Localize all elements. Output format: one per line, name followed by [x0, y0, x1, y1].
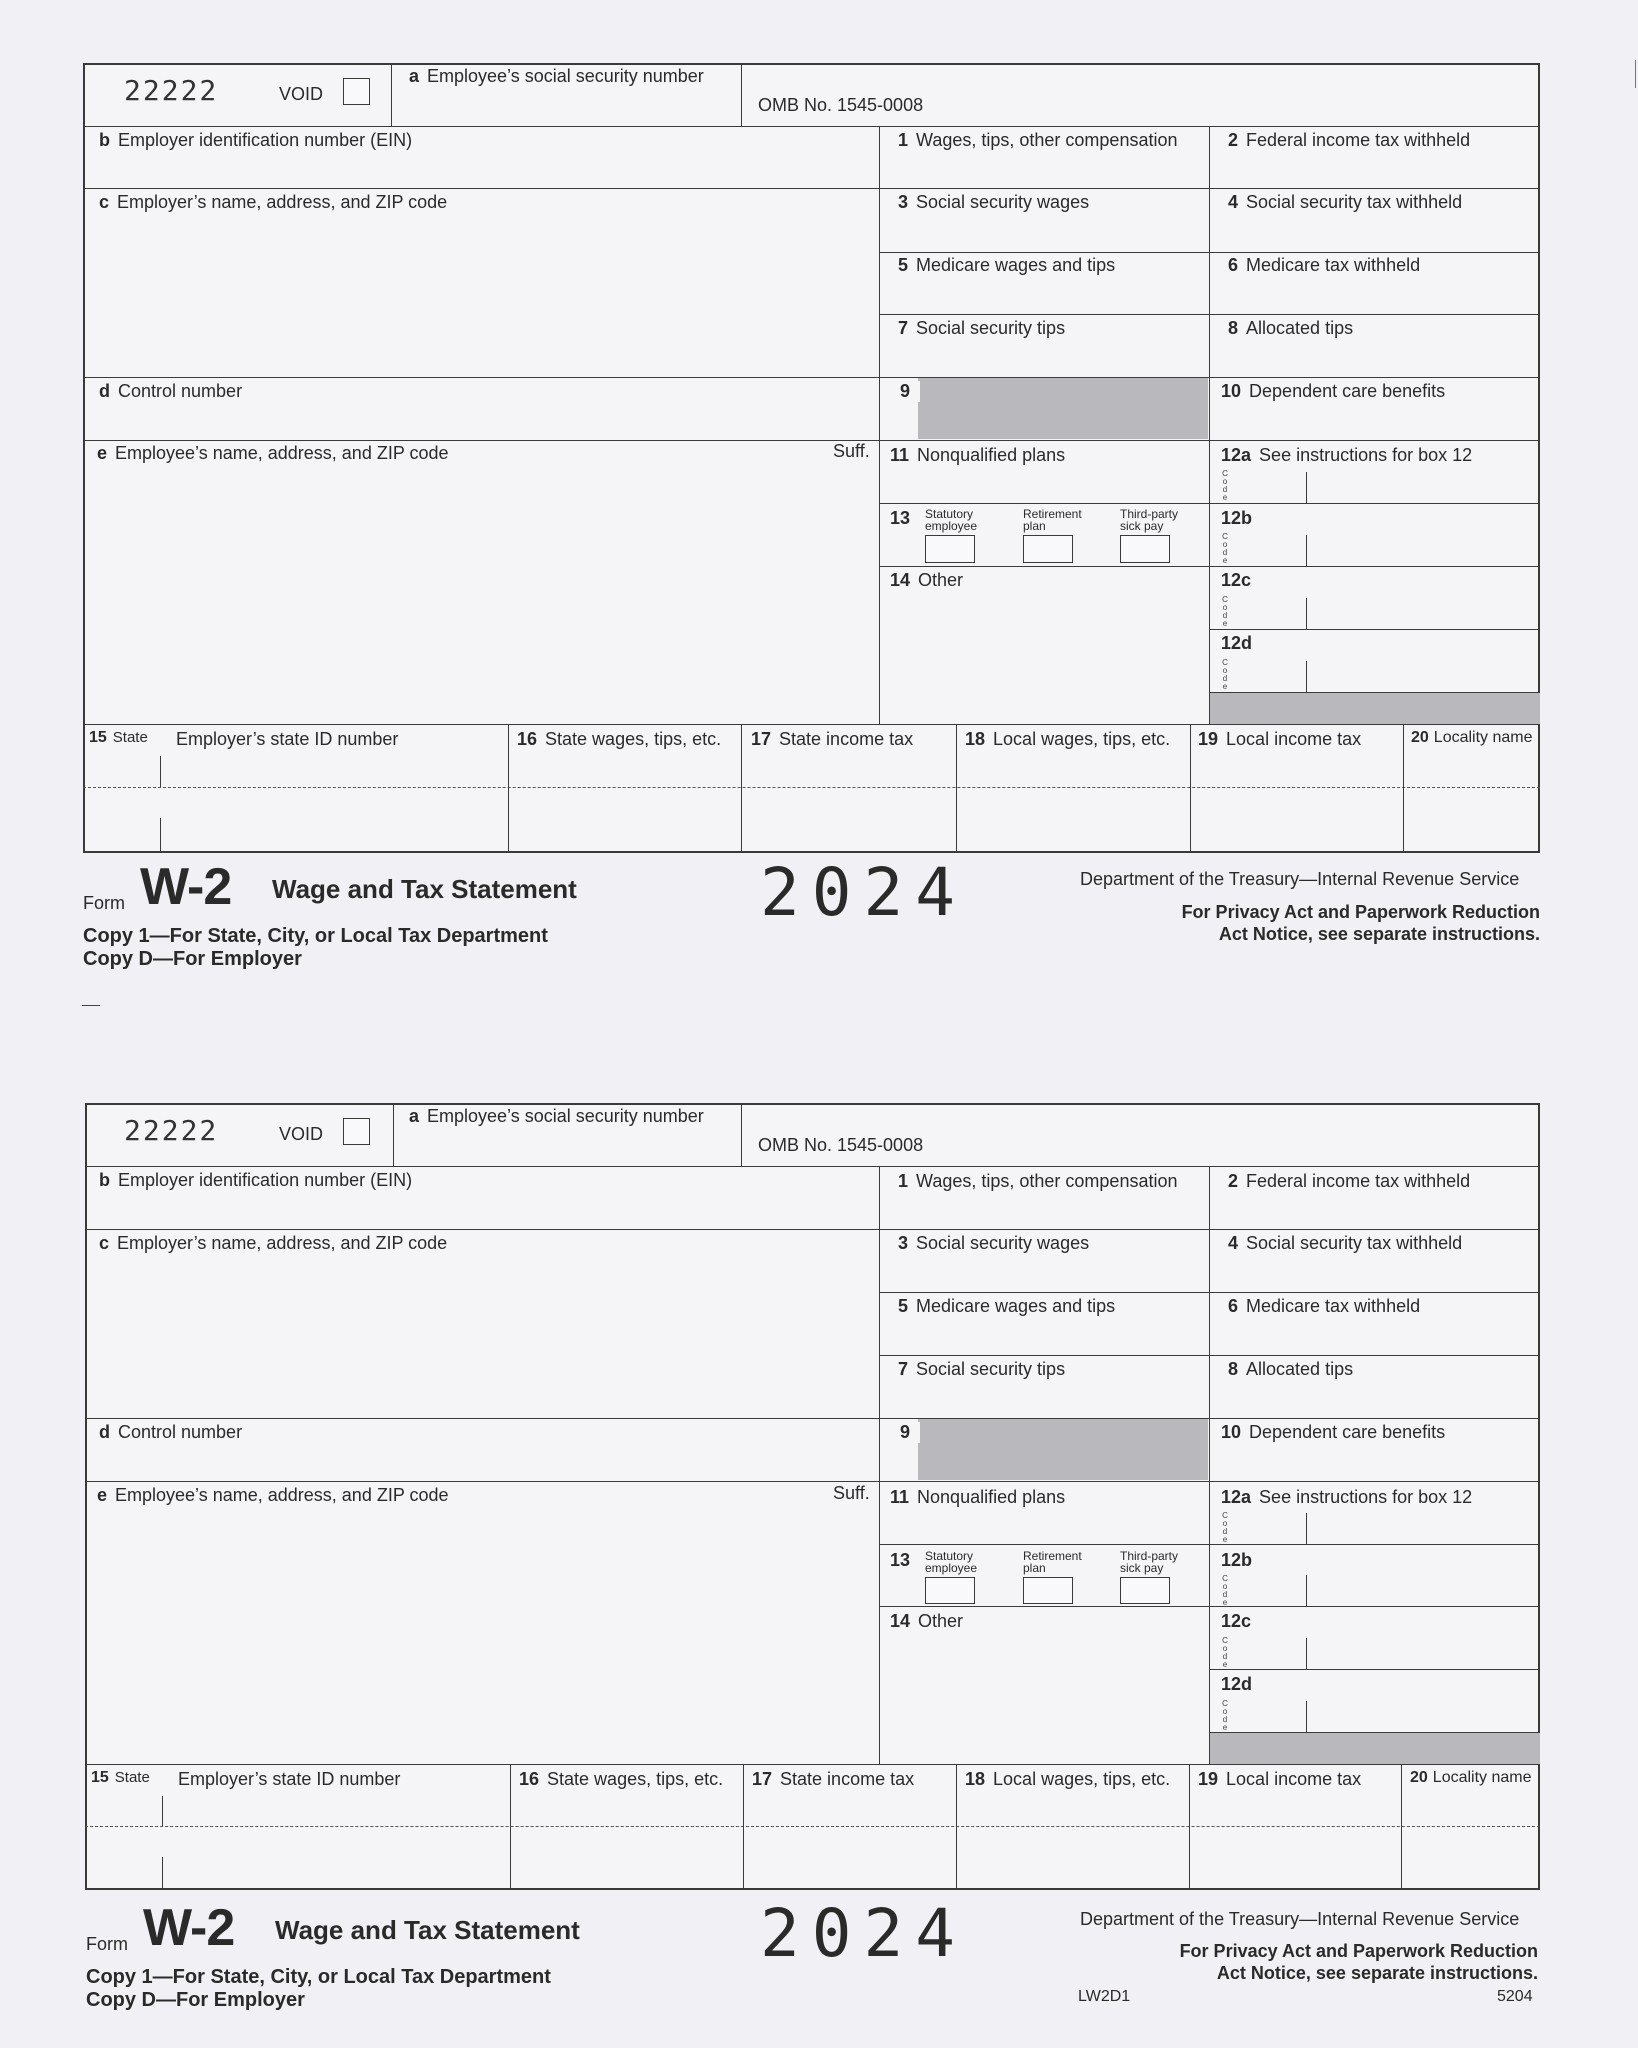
box-8-label: 8 Allocated tips: [1228, 1359, 1354, 1379]
code-12a: C o d e: [1222, 1511, 1228, 1544]
box-14-label: 14 Other: [890, 570, 964, 590]
box-9-label: 9: [898, 1422, 920, 1443]
box-12b-label: 12b: [1221, 508, 1253, 528]
copy-1-label: Copy 1—For State, City, or Local Tax Department: [83, 925, 548, 947]
box-4-label: 4 Social security tax withheld: [1228, 1233, 1463, 1253]
third-party-label: Third-party sick pay: [1120, 507, 1179, 533]
department-label: Department of the Treasury—Internal Revenue Service: [1080, 869, 1520, 889]
omb-number: OMB No. 1545-0008: [758, 1135, 924, 1155]
third-party-sick-pay-checkbox[interactable]: [1120, 1577, 1170, 1604]
box-7-label: 7 Social security tips: [898, 318, 1066, 338]
statutory-employee-checkbox[interactable]: [925, 1577, 975, 1604]
box-14-label: 14 Other: [890, 1611, 964, 1631]
code-12c: C o d e: [1222, 1636, 1228, 1669]
void-label: VOID: [279, 84, 324, 104]
box-9-shade: [918, 1419, 1208, 1480]
form-title: Wage and Tax Statement: [275, 1915, 580, 1945]
box-12-bottom-shade: [1210, 1733, 1540, 1764]
retirement-label: Retirement plan: [1023, 507, 1082, 533]
code-12b: C o d e: [1222, 1574, 1228, 1607]
statutory-employee-checkbox[interactable]: [925, 535, 975, 563]
box-16-label: 16 State wages, tips, etc.: [517, 729, 722, 749]
box-12c-label: 12c: [1221, 1611, 1252, 1631]
box-12b-label: 12b: [1221, 1550, 1253, 1570]
tax-year: 2024: [760, 854, 967, 931]
form-word: Form: [83, 893, 125, 913]
box-16-label: 16 State wages, tips, etc.: [519, 1769, 724, 1789]
form-code-22222: 22222: [124, 74, 219, 107]
box-12a-label: 12a See instructions for box 12: [1221, 445, 1473, 465]
box-c-label: c Employer’s name, address, and ZIP code: [99, 192, 448, 212]
void-label: VOID: [279, 1124, 324, 1144]
box-1-label: 1 Wages, tips, other compensation: [898, 1171, 1178, 1191]
box-13-label: 13: [890, 508, 911, 528]
code-12d: C o d e: [1222, 658, 1228, 691]
box-12a-label: 12a See instructions for box 12: [1221, 1487, 1473, 1507]
box-18-label: 18 Local wages, tips, etc.: [965, 1769, 1171, 1789]
third-party-label: Third-party sick pay: [1120, 1549, 1179, 1575]
edge-mark: [1635, 60, 1636, 88]
box-7-label: 7 Social security tips: [898, 1359, 1066, 1379]
retirement-plan-checkbox[interactable]: [1023, 535, 1073, 563]
privacy-notice-2: Act Notice, see separate instructions.: [1218, 924, 1540, 944]
copy-d-label: Copy D—For Employer: [83, 948, 302, 970]
box-19-label: 19 Local income tax: [1198, 1769, 1362, 1789]
box-1-label: 1 Wages, tips, other compensation: [898, 130, 1178, 150]
privacy-notice-2: Act Notice, see separate instructions.: [1216, 1963, 1538, 1983]
box-e-label: e Employee’s name, address, and ZIP code: [97, 1485, 449, 1505]
box-a-label: a Employee’s social security number: [409, 66, 704, 86]
box-12d-label: 12d: [1221, 1674, 1253, 1694]
privacy-notice-1: For Privacy Act and Paperwork Reduction: [1181, 902, 1540, 922]
box-b-label: b Employer identification number (EIN): [99, 1170, 413, 1190]
box-e-label: e Employee’s name, address, and ZIP code: [97, 443, 449, 463]
box-b-label: b Employer identification number (EIN): [99, 130, 413, 150]
department-label: Department of the Treasury—Internal Revenue Service: [1080, 1909, 1520, 1929]
box-17-label: 17 State income tax: [752, 1769, 915, 1789]
code-12a: C o d e: [1222, 469, 1228, 502]
code-12c: C o d e: [1222, 595, 1228, 628]
form-name-w2: W-2: [143, 1899, 235, 1957]
box-d-label: d Control number: [99, 1422, 243, 1442]
box-15-label: 15 State: [91, 1769, 150, 1786]
code-12d: C o d e: [1222, 1699, 1228, 1732]
box-15-label: 15 State: [89, 729, 148, 746]
form-title: Wage and Tax Statement: [272, 874, 577, 904]
box-c-label: c Employer’s name, address, and ZIP code: [99, 1233, 448, 1253]
box-11-label: 11 Nonqualified plans: [890, 1487, 1066, 1507]
suffix-label: Suff.: [833, 441, 870, 461]
box-3-label: 3 Social security wages: [898, 1233, 1090, 1253]
box-3-label: 3 Social security wages: [898, 192, 1090, 212]
box-17-label: 17 State income tax: [751, 729, 914, 749]
tax-year: 2024: [760, 1895, 967, 1972]
retirement-label: Retirement plan: [1023, 1549, 1082, 1575]
box-19-label: 19 Local income tax: [1198, 729, 1362, 749]
box-5-label: 5 Medicare wages and tips: [898, 255, 1116, 275]
box-10-label: 10 Dependent care benefits: [1221, 1422, 1446, 1442]
statutory-label: Statutory employee: [925, 507, 978, 533]
form-name-w2: W-2: [140, 858, 232, 916]
statutory-label: Statutory employee: [925, 1549, 978, 1575]
box-a-label: a Employee’s social security number: [409, 1106, 704, 1126]
box-15-state-id-label: Employer’s state ID number: [178, 1769, 401, 1789]
box-d-label: d Control number: [99, 381, 243, 401]
code-12b: C o d e: [1222, 532, 1228, 565]
third-party-sick-pay-checkbox[interactable]: [1120, 535, 1170, 563]
form-code-22222: 22222: [124, 1114, 219, 1147]
w2-form-bottom: [0, 1040, 1638, 2011]
box-6-label: 6 Medicare tax withheld: [1228, 255, 1421, 275]
box-6-label: 6 Medicare tax withheld: [1228, 1296, 1421, 1316]
copy-d-label: Copy D—For Employer: [86, 1989, 305, 2011]
box-11-label: 11 Nonqualified plans: [890, 445, 1066, 465]
box-5-label: 5 Medicare wages and tips: [898, 1296, 1116, 1316]
box-12-bottom-shade: [1210, 693, 1540, 724]
copy-1-label: Copy 1—For State, City, or Local Tax Department: [86, 1966, 551, 1988]
box-8-label: 8 Allocated tips: [1228, 318, 1354, 338]
tear-mark: [82, 1005, 100, 1006]
box-10-label: 10 Dependent care benefits: [1221, 381, 1446, 401]
retirement-plan-checkbox[interactable]: [1023, 1577, 1073, 1604]
void-checkbox[interactable]: [343, 78, 370, 105]
box-20-label: 20 Locality name: [1411, 729, 1533, 746]
box-9-shade: [918, 378, 1208, 439]
box-13-label: 13: [890, 1550, 911, 1570]
w2-form-top: [0, 0, 1638, 970]
box-2-label: 2 Federal income tax withheld: [1228, 1171, 1471, 1191]
box-15-state-id-label: Employer’s state ID number: [176, 729, 399, 749]
box-20-label: 20 Locality name: [1410, 1769, 1532, 1786]
form-word: Form: [86, 1934, 128, 1954]
sheet-code-left: LW2D1: [1078, 1988, 1131, 2005]
sheet-code-right: 5204: [1497, 1988, 1533, 2005]
privacy-notice-1: For Privacy Act and Paperwork Reduction: [1179, 1941, 1538, 1961]
suffix-label: Suff.: [833, 1483, 870, 1503]
box-12c-label: 12c: [1221, 570, 1252, 590]
box-9-label: 9: [898, 381, 920, 402]
box-12d-label: 12d: [1221, 633, 1253, 653]
box-2-label: 2 Federal income tax withheld: [1228, 130, 1471, 150]
void-checkbox[interactable]: [343, 1118, 370, 1145]
omb-number: OMB No. 1545-0008: [758, 95, 924, 115]
box-4-label: 4 Social security tax withheld: [1228, 192, 1463, 212]
box-18-label: 18 Local wages, tips, etc.: [965, 729, 1171, 749]
